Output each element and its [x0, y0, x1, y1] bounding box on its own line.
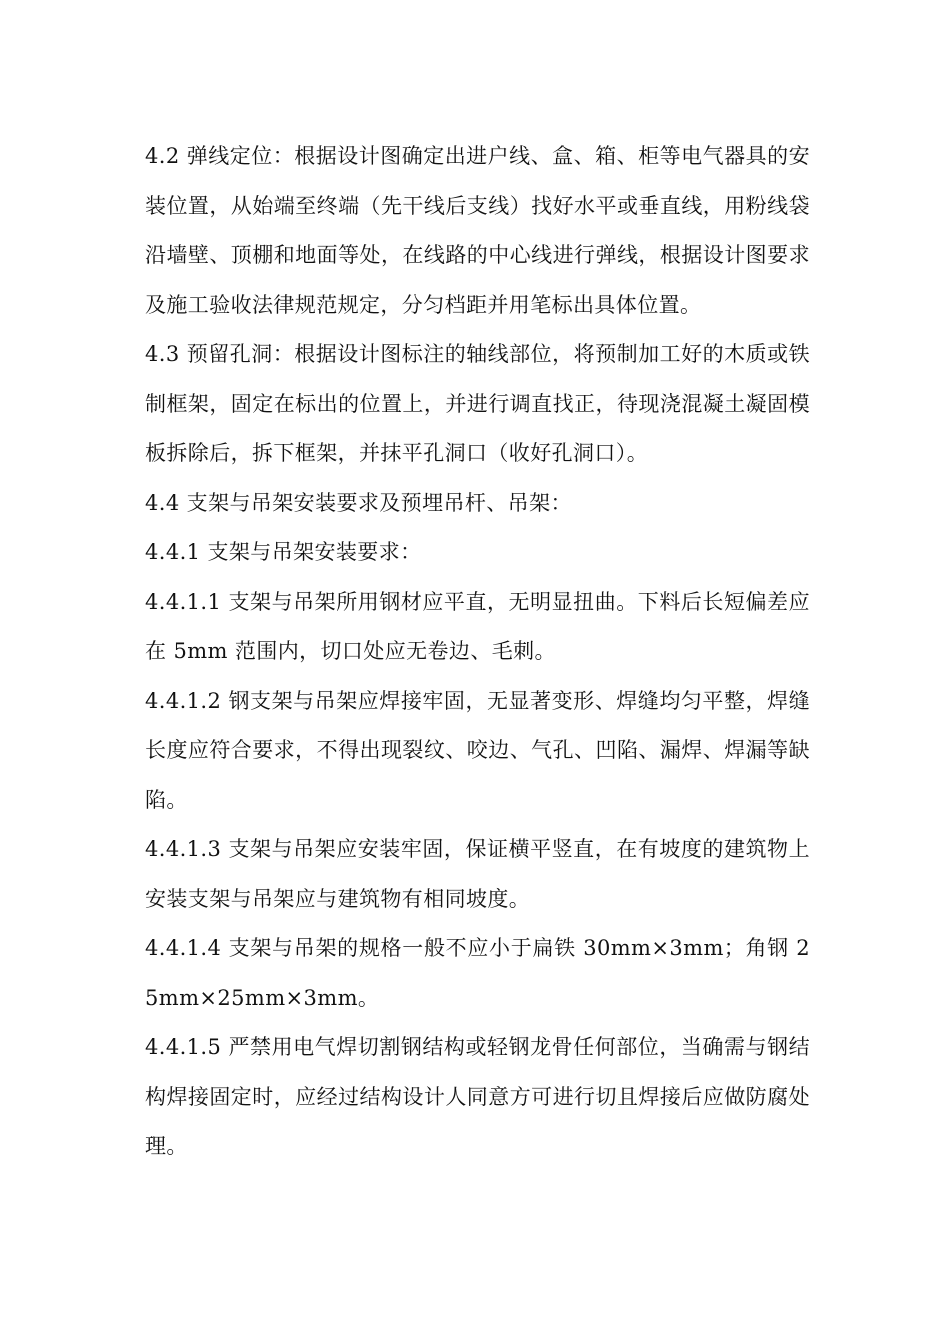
paragraph-4-4-1-2: 4.4.1.2 钢支架与吊架应焊接牢固，无显著变形、焊缝均匀平整，焊缝长度应符合要求，不得出现裂纹、咬边、气孔、凹陷、漏焊、焊漏等缺陷。	[145, 688, 810, 812]
paragraph-4-4-1-3: 4.4.1.3 支架与吊架应安装牢固，保证横平竖直，在有坡度的建筑物上安装支架与吊架应与建筑物有相同坡度。	[145, 837, 810, 911]
paragraph-4-4-heading: 4.4 支架与吊架安装要求及预埋吊杆、吊架：	[145, 490, 572, 515]
paragraph-4-4-1-1: 4.4.1.1 支架与吊架所用钢材应平直，无明显扭曲。下料后长短偏差应在 5mm 范围内，切口处应无卷边、毛刺。	[145, 589, 810, 663]
paragraph-4-2-line-positioning: 4.2 弹线定位：根据设计图确定出进户线、盒、箱、柜等电气器具的安装位置，从始端至终端（先干线后支线）找好水平或垂直线，用粉线袋沿墙壁、顶棚和地面等处，在线路的中心线进行弹线，根据设计图要求及施工验收法律规范规定，分匀档距并用笔标出具体位置。	[145, 144, 810, 317]
paragraph-4-4-1-heading: 4.4.1 支架与吊架安装要求：	[145, 540, 422, 564]
paragraph-4-4-1-4: 4.4.1.4 支架与吊架的规格一般不应小于扁铁 30mm×3mm；角钢 25mm×25mm×3mm。	[145, 936, 810, 1010]
paragraph-4-3-reserved-openings: 4.3 预留孔洞：根据设计图标注的轴线部位，将预制加工好的木质或铁制框架，固定在标出的位置上，并进行调直找正，待现浇混凝土凝固模板拆除后，拆下框架，并抹平孔洞口（收好孔洞口）。	[145, 342, 810, 465]
document-body	[145, 132, 810, 1172]
paragraph-4-4-1-5: 4.4.1.5 严禁用电气焊切割钢结构或轻钢龙骨任何部位，当确需与钢结构焊接固定时，应经过结构设计人同意方可进行切且焊接后应做防腐处理。	[145, 1035, 810, 1158]
